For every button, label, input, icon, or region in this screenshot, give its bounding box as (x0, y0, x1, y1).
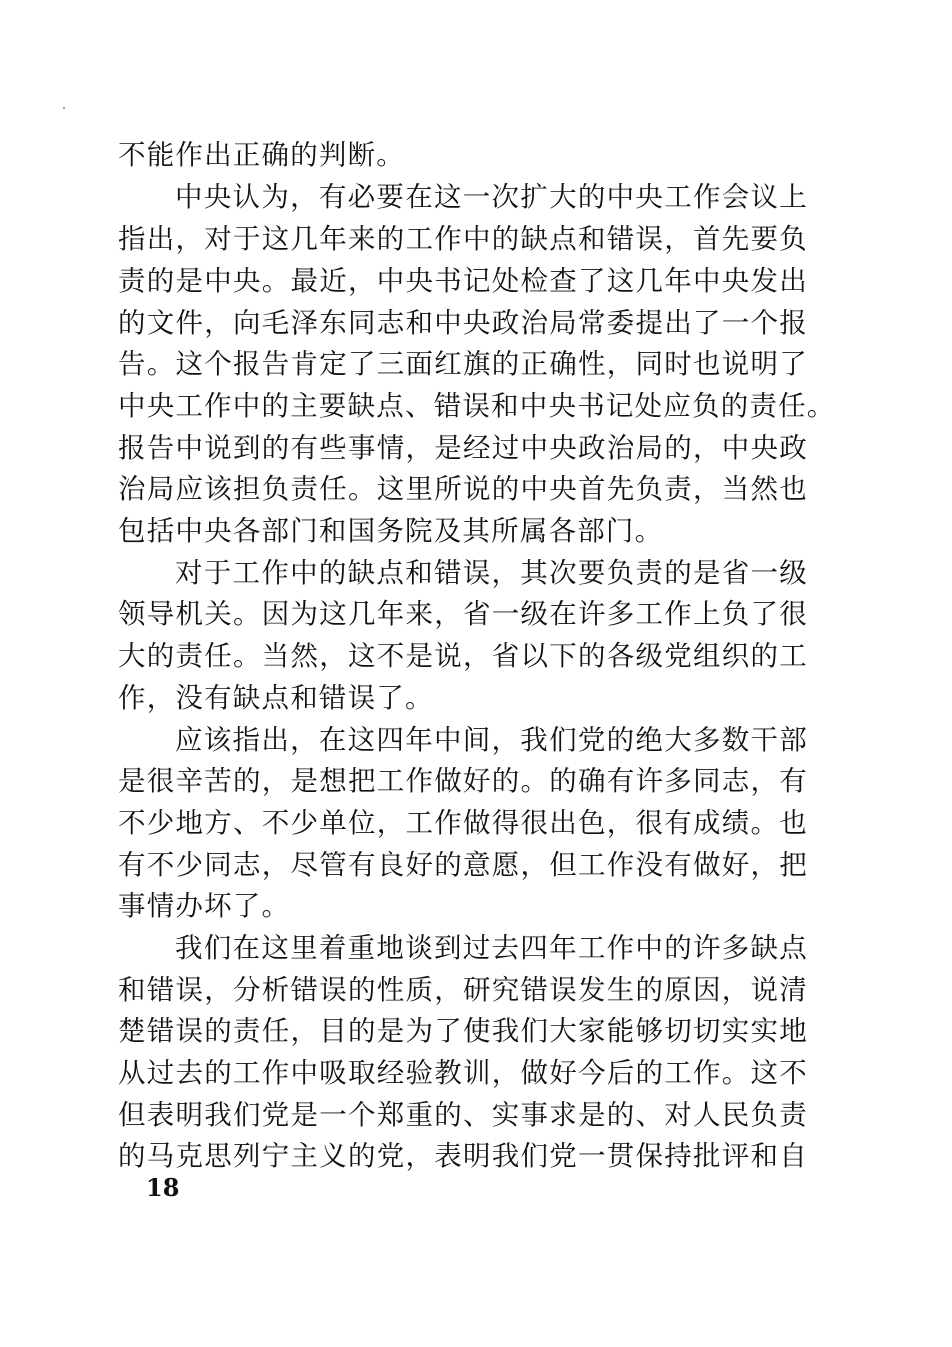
text-line: 应该指出，在这四年中间，我们党的绝大多数干部 (175, 724, 808, 756)
text-line: 包括中央各部门和国务院及其所属各部门。 (118, 515, 664, 547)
text-line: 领导机关。因为这几年来，省一级在许多工作上负了很 (118, 598, 808, 630)
text-line: 作，没有缺点和错误了。 (118, 682, 434, 714)
text-line: 治局应该担负责任。这里所说的中央首先负责，当然也 (118, 473, 808, 505)
text-line: 指出，对于这几年来的工作中的缺点和错误，首先要负 (118, 223, 808, 255)
text-line: 责的是中央。最近，中央书记处检查了这几年中央发出 (118, 265, 808, 297)
text-line: 对于工作中的缺点和错误，其次要负责的是省一级 (175, 557, 808, 589)
text-line: 告。这个报告肯定了三面红旗的正确性，同时也说明了 (118, 348, 808, 380)
text-line: 事情办坏了。 (118, 890, 291, 922)
text-line: 中央认为，有必要在这一次扩大的中央工作会议上 (175, 181, 808, 213)
text-line: 报告中说到的有些事情，是经过中央政治局的，中央政 (118, 432, 808, 464)
text-line: 不少地方、不少单位，工作做得很出色，很有成绩。也 (118, 807, 808, 839)
text-line: 是很辛苦的，是想把工作做好的。的确有许多同志，有 (118, 765, 808, 797)
text-line: 和错误，分析错误的性质，研究错误发生的原因，说清 (118, 974, 808, 1006)
scan-speck (63, 107, 65, 109)
text-line: 我们在这里着重地谈到过去四年工作中的许多缺点 (175, 932, 808, 964)
text-line: 从过去的工作中吸取经验教训，做好今后的工作。这不 (118, 1057, 808, 1089)
text-line: 的马克思列宁主义的党，表明我们党一贯保持批评和自 (118, 1140, 808, 1172)
text-line: 但表明我们党是一个郑重的、实事求是的、对人民负责 (118, 1099, 808, 1131)
text-line: 的文件，向毛泽东同志和中央政治局常委提出了一个报 (118, 307, 808, 339)
text-line: 大的责任。当然，这不是说，省以下的各级党组织的工 (118, 640, 808, 672)
text-line: 中央工作中的主要缺点、错误和中央书记处应负的责任。 (118, 390, 836, 422)
text-line: 不能作出正确的判断。 (118, 139, 405, 171)
text-line: 有不少同志，尽管有良好的意愿，但工作没有做好，把 (118, 849, 808, 881)
text-line: 楚错误的责任，目的是为了使我们大家能够切切实实地 (118, 1015, 808, 1047)
page-number: 18 (146, 1173, 180, 1202)
